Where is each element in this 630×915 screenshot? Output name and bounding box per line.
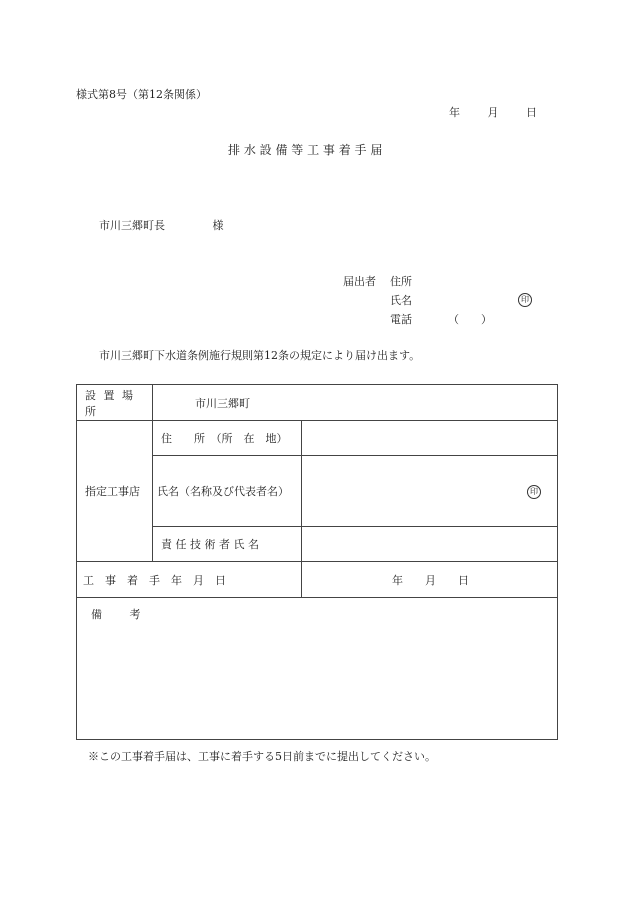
location-label: 設 置 場 所 [77, 385, 153, 421]
applicant-name-label: 氏名 [390, 294, 412, 307]
start-date-label: 工 事 着 手 年 月 日 [77, 562, 302, 598]
date-month: 月 [487, 106, 499, 119]
statement: 市川三郷町下水道条例施行規則第12条の規定により届け出ます。 [99, 349, 421, 362]
remarks-cell [77, 598, 558, 740]
contractor-name-value [302, 456, 558, 527]
engineer-label: 責 任 技 術 者 氏 名 [153, 527, 302, 562]
addressee-name: 市川三郷町長 [99, 219, 165, 232]
applicant-phone-parens: （ ） [448, 313, 492, 326]
date-day: 日 [526, 106, 537, 119]
engineer-value [302, 527, 558, 562]
contractor-address-label: 住 所 （所 在 地） [153, 421, 302, 456]
row-location [77, 385, 558, 421]
applicant-address-label: 住所 [390, 275, 412, 288]
row-start-date [77, 562, 558, 598]
document-title: 排 水 設 備 等 工 事 着 手 届 [228, 143, 383, 157]
contractor-label: 指定工事店 [77, 421, 153, 562]
start-date-value: 年 月 日 [302, 562, 558, 598]
remarks-label: 備 考 [91, 608, 153, 621]
addressee-honorific: 様 [212, 219, 224, 232]
addressee [99, 217, 224, 233]
row-contractor-address [77, 421, 558, 456]
contractor-address-value [302, 421, 558, 456]
applicant-phone-label: 電話 [390, 313, 412, 326]
date-year: 年 [449, 106, 460, 119]
seal-icon: 印 [527, 485, 541, 499]
location-value-text: 市川三郷町 [195, 396, 250, 410]
footnote: ※この工事着手届は、工事に着手する5日前までに提出してください。 [88, 750, 436, 763]
applicant-seal-mark [518, 292, 532, 307]
applicant-label: 届出者 [343, 275, 376, 288]
seal-icon: 印 [518, 293, 532, 307]
application-table [76, 384, 558, 740]
row-remarks [77, 598, 558, 740]
date-line [449, 104, 537, 120]
location-value [153, 385, 558, 421]
contractor-name-label: 氏名（名称及び代表者名） [153, 456, 302, 527]
form-number: 様式第8号（第12条関係） [76, 88, 207, 101]
